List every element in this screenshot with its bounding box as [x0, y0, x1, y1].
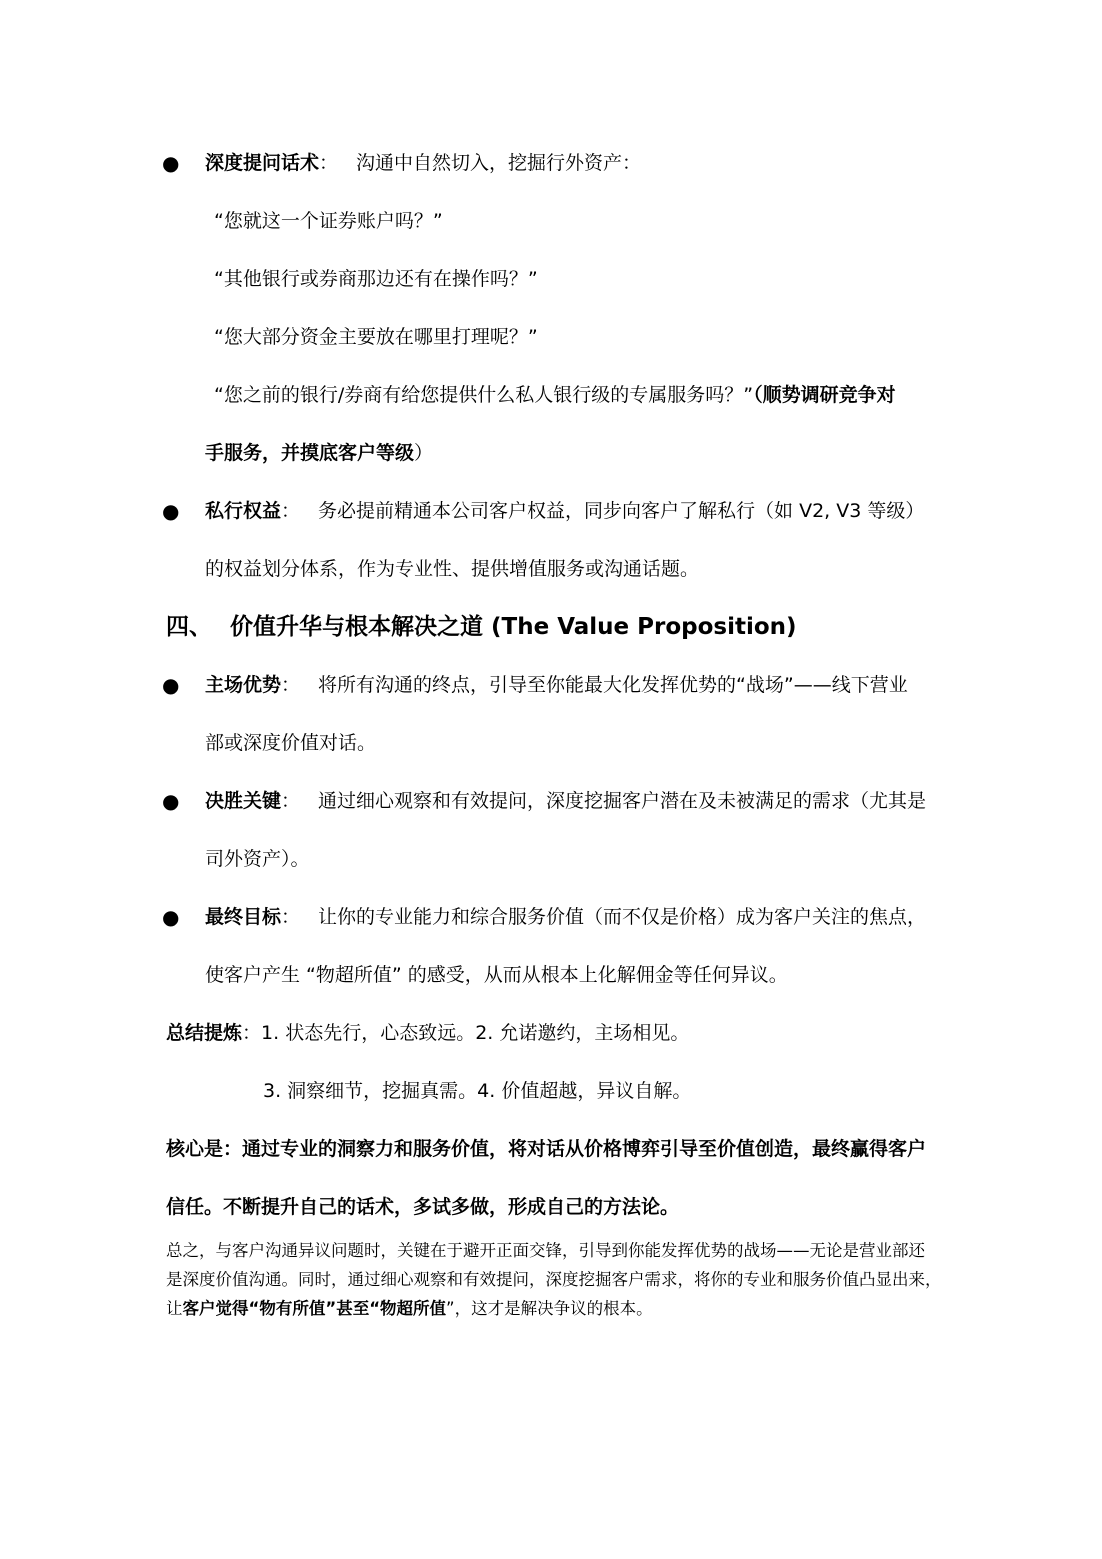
bullet-final-goal: ● 最终目标： 让你的专业能力和综合服务价值（而不仅是价格）成为客户关注的焦点，	[166, 888, 938, 946]
bullet-home-advantage: ● 主场优势： 将所有沟通的终点，引导至你能最大化发挥优势的“战场”——线下营业	[166, 656, 938, 714]
item-label: 私行权益	[205, 500, 282, 522]
closing-line-2: 是深度价值沟通。同时，通过细心观察和有效提问，深度挖掘客户需求，将你的专业和服务价值凸显出来，	[166, 1270, 942, 1289]
quote-line-2: “其他银行或券商那边还有在操作吗？”	[214, 268, 538, 290]
item-label: 深度提问话术	[205, 152, 320, 174]
bullet-dot-icon: ●	[162, 789, 180, 813]
home-advantage-cont: 部或深度价值对话。	[205, 732, 377, 754]
item-label: 最终目标	[205, 906, 282, 928]
summary-label: 总结提炼	[166, 1022, 243, 1044]
bullet-dot-icon: ●	[162, 905, 180, 929]
private-rights-cont: 的权益划分体系，作为专业性、提供增值服务或沟通话题。	[205, 558, 700, 580]
quote-note: （顺势调研竞争对	[753, 384, 896, 406]
closing-line-1: 总之，与客户沟通异议问题时，关键在于避开正面交锋，引导到你能发挥优势的战场——无论是营业部还	[166, 1241, 925, 1260]
quote-line-4: “您之前的银行/券商有给您提供什么私人银行级的专属服务吗？”（顺势调研竞争对	[214, 384, 896, 406]
section-title: 价值升华与根本解决之道 (The Value Proposition)	[230, 614, 797, 640]
bullet-dot-icon: ●	[162, 499, 180, 523]
bullet-deep-question: ● 深度提问话术： 沟通中自然切入，挖掘行外资产：	[166, 134, 938, 192]
bullet-dot-icon: ●	[162, 673, 180, 697]
summary-line-1: 总结提炼：1. 状态先行，心态致远。2. 允诺邀约，主场相见。	[166, 1022, 690, 1044]
document-page	[162, 134, 942, 1323]
decisive-key-cont: 司外资产）。	[205, 848, 310, 870]
bullet-decisive-key: ● 决胜关键： 通过细心观察和有效提问，深度挖掘客户潜在及未被满足的需求（尤其是	[166, 772, 938, 830]
quote-line-1: “您就这一个证券账户吗？”	[214, 210, 443, 232]
bullet-private-rights: ● 私行权益： 务必提前精通本公司客户权益，同步向客户了解私行（如 V2, V3 等级）	[166, 482, 938, 540]
section-number: 四、	[166, 614, 212, 640]
section-heading	[166, 598, 938, 656]
final-goal-cont: 使客户产生 “物超所值” 的感受，从而从根本上化解佣金等任何异议。	[205, 964, 788, 986]
item-text: 沟通中自然切入，挖掘行外资产：	[356, 152, 642, 174]
bullet-dot-icon: ●	[162, 151, 180, 175]
summary-line-2: 3. 洞察细节，挖掘真需。4. 价值超越，异议自解。	[263, 1080, 692, 1102]
closing-line-3: 让客户觉得“物有所值”甚至“物超所值”，这才是解决争议的根本。	[166, 1299, 653, 1318]
item-label: 决胜关键	[205, 790, 282, 812]
quote-line-3: “您大部分资金主要放在哪里打理呢？”	[214, 326, 538, 348]
core-line-1: 核心是：通过专业的洞察力和服务价值，将对话从价格博弈引导至价值创造，最终赢得客户	[166, 1138, 927, 1160]
item-label: 主场优势	[205, 674, 282, 696]
quote-line-4-cont: 手服务，并摸底客户等级）	[205, 442, 434, 464]
core-line-2: 信任。不断提升自己的话术，多试多做，形成自己的方法论。	[166, 1196, 680, 1218]
